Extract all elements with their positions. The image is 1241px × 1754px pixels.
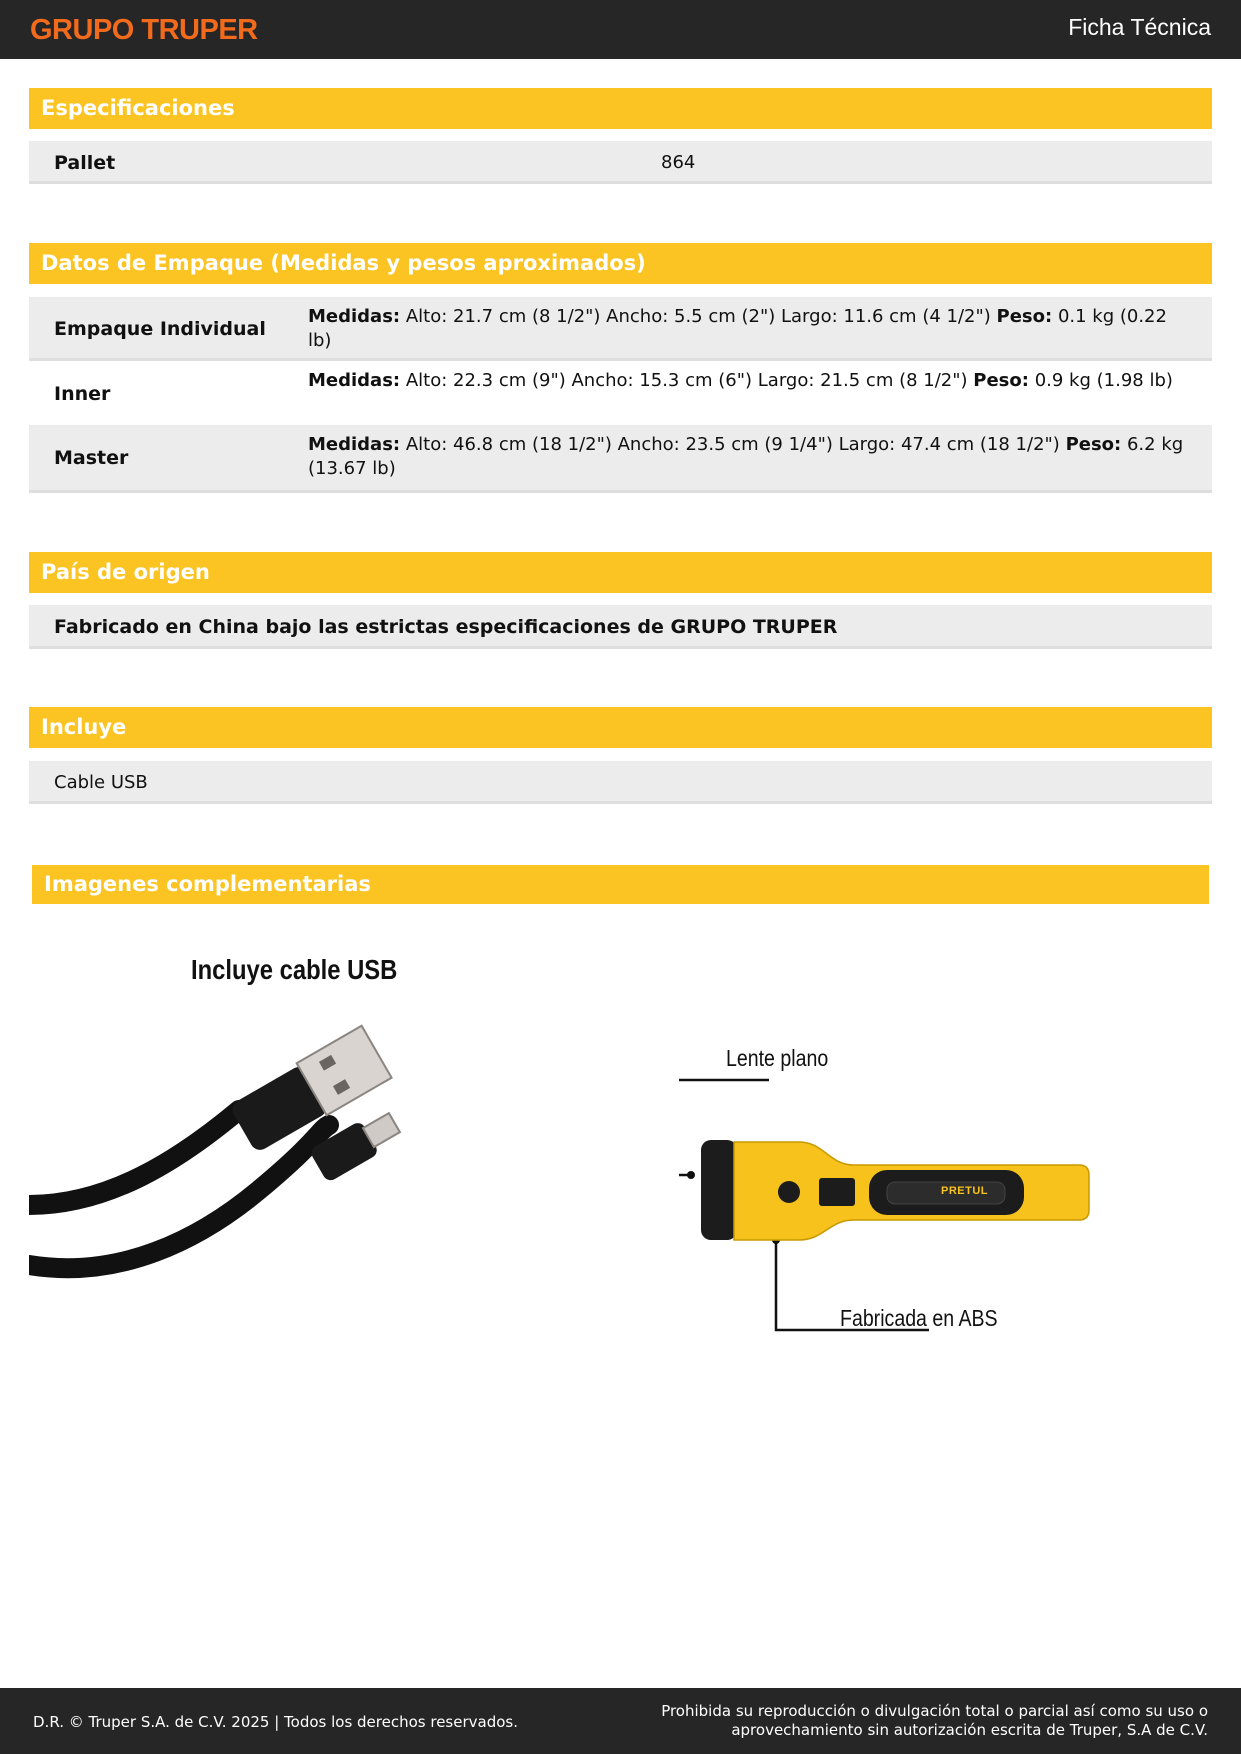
peso-value: 0.1 kg (0.22 lb): [308, 306, 1167, 351]
origin-text: Fabricado en China bajo las estrictas especificaciones de GRUPO TRUPER: [54, 616, 838, 638]
section-header-origin: País de origen: [29, 552, 1212, 593]
footer-legal-notice: Prohibida su reproducción o divulgación total o parcial así como su uso o aprovechamiento sin autorización escrita de Truper, S.A de C.V.: [661, 1702, 1208, 1739]
section-header-specifications: Especificaciones: [29, 88, 1212, 129]
peso-value: 0.9 kg (1.98 lb): [1034, 370, 1173, 391]
usb-caption: Incluye cable USB: [191, 954, 398, 985]
packaging-row-inner: [29, 361, 1212, 425]
packaging-label: Empaque Individual: [54, 318, 266, 340]
page-header: [0, 0, 1241, 59]
packaging-label: Master: [54, 447, 129, 469]
medidas-label: Medidas:: [308, 306, 401, 327]
usb-cable-image: [29, 1020, 469, 1340]
peso-label: Peso:: [1065, 434, 1122, 455]
medidas-value: Alto: 21.7 cm (8 1/2") Ancho: 5.5 cm (2") Largo: 11.6 cm (4 1/2"): [405, 306, 991, 327]
section-header-packaging: Datos de Empaque (Medidas y pesos aproximados): [29, 243, 1212, 284]
packaging-row-master: [29, 425, 1212, 493]
medidas-label: Medidas:: [308, 370, 401, 391]
product-brand-label: PRETUL: [941, 1185, 988, 1197]
spec-row-pallet: [29, 141, 1212, 184]
spec-label: Pallet: [54, 152, 116, 174]
includes-row: [29, 761, 1212, 804]
packaging-value: [308, 305, 1188, 353]
callout-lens: Lente plano: [726, 1045, 829, 1071]
medidas-label: Medidas:: [308, 434, 401, 455]
medidas-value: Alto: 22.3 cm (9") Ancho: 15.3 cm (6") Largo: 21.5 cm (8 1/2"): [405, 370, 968, 391]
section-header-includes: Incluye: [29, 707, 1212, 748]
origin-row: [29, 605, 1212, 649]
peso-label: Peso:: [973, 370, 1029, 391]
footer-copyright: D.R. © Truper S.A. de C.V. 2025 | Todos los derechos reservados.: [33, 1713, 518, 1731]
section-header-images: Imagenes complementarias: [32, 865, 1209, 904]
packaging-value: [308, 433, 1188, 481]
complementary-images: [29, 920, 1212, 1360]
packaging-value: [308, 369, 1188, 393]
document-title: Ficha Técnica: [1068, 14, 1211, 40]
brand-logo: GRUPO TRUPER: [30, 14, 258, 46]
includes-item: Cable USB: [54, 772, 148, 793]
medidas-value: Alto: 46.8 cm (18 1/2") Ancho: 23.5 cm (9 1/4") Largo: 47.4 cm (18 1/2"): [405, 434, 1060, 455]
page-footer: [0, 1688, 1241, 1754]
flashlight-image: [679, 1050, 1099, 1340]
peso-value: 6.2 kg (13.67 lb): [308, 434, 1184, 479]
packaging-label: Inner: [54, 383, 111, 405]
spec-value: 864: [661, 152, 696, 173]
peso-label: Peso:: [996, 306, 1053, 327]
packaging-row-individual: [29, 297, 1212, 361]
callout-material: Fabricada en ABS: [840, 1305, 998, 1331]
